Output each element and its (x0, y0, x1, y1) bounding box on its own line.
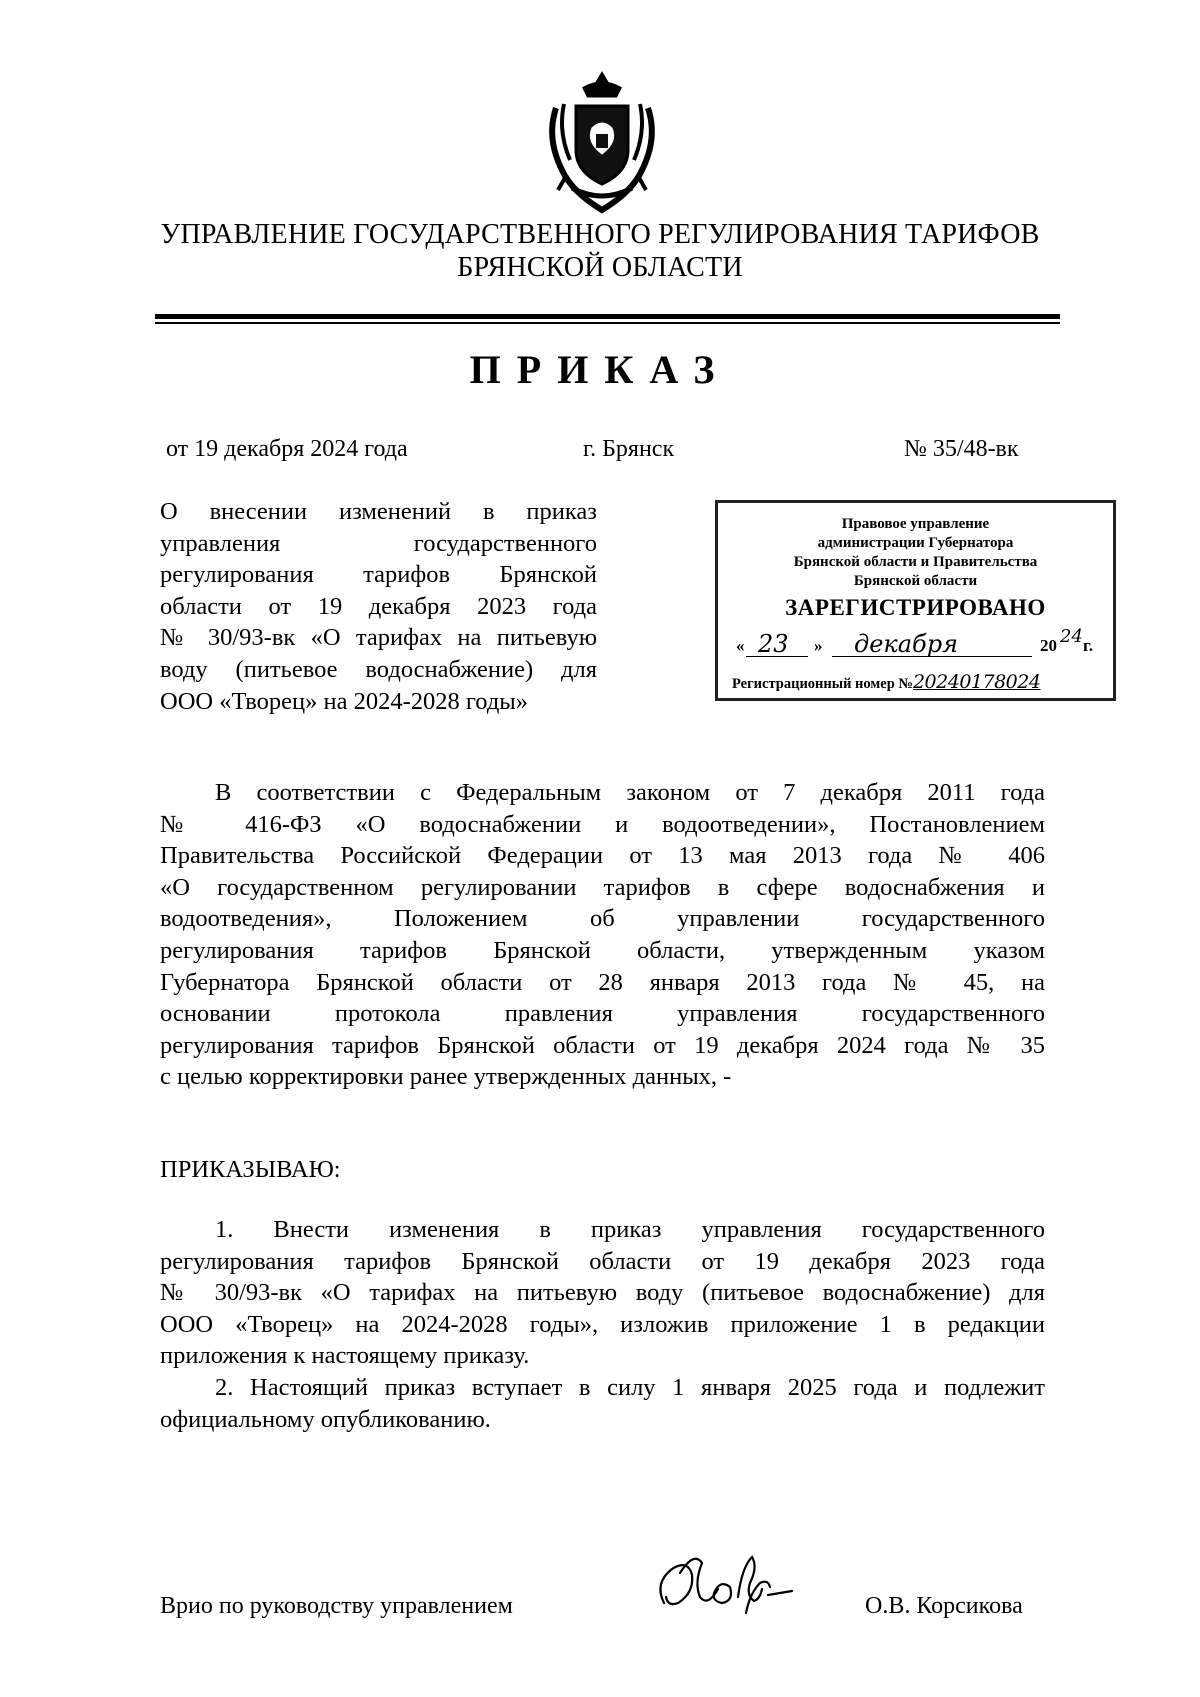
order-date: от 19 декабря 2024 года (166, 436, 408, 462)
subject-line: воду (питьевое водоснабжение) для (160, 655, 597, 683)
stamp-year-end: г. (1083, 636, 1094, 655)
header-divider-thin (155, 322, 1060, 324)
organization-name-line2: БРЯНСКОЙ ОБЛАСТИ (457, 252, 743, 283)
header-divider-thick (155, 314, 1060, 319)
stamp-registered-label: ЗАРЕГИСТРИРОВАНО (785, 595, 1046, 620)
item-line: ООО «Творец» на 2024-2028 годы», изложив приложение 1 в редакции (160, 1310, 1045, 1338)
preamble-line: регулирования тарифов Брянской области от 19 декабря 2024 года № 35 (160, 1031, 1045, 1059)
subject-line: управления государственного (160, 529, 597, 557)
item-line: 2. Настоящий приказ вступает в силу 1 января 2025 года и подлежит (215, 1374, 1045, 1401)
preamble-line: В соответствии с Федеральным законом от 7 декабря 2011 года (215, 779, 1045, 806)
preamble-line: регулирования тарифов Брянской области, утвержденным указом (160, 936, 1045, 964)
stamp-date-line: « 23 » декабря 20 24 г. (736, 626, 1094, 658)
order-number: № 35/48-вк (904, 436, 1019, 462)
registration-stamp (715, 500, 1116, 701)
subject-line: регулирования тарифов Брянской (160, 561, 597, 589)
stamp-registration-number-line (732, 671, 1112, 693)
organization-name-line1: УПРАВЛЕНИЕ ГОСУДАРСТВЕННОГО РЕГУЛИРОВАНИЯ ТАРИФОВ (160, 219, 1040, 250)
subject-line: О внесении изменений в приказ (160, 498, 597, 525)
handwritten-signature (650, 1553, 810, 1625)
preamble-line: Губернатора Брянской области от 28 января 2013 года № 45, на (160, 968, 1045, 996)
item-line: 1. Внести изменения в приказ управления государственного (215, 1216, 1045, 1243)
document-title: ПРИКАЗ (469, 347, 731, 392)
stamp-reg-label: Регистрационный номер № (732, 676, 913, 692)
preamble-line: водоотведения», Положением об управлении государственного (160, 905, 1045, 933)
signatory-position: Врио по руководству управлением (160, 1593, 513, 1619)
stamp-month: декабря (854, 630, 958, 658)
preamble-line: № 416-ФЗ «О водоснабжении и водоотведении», Постановлением (160, 810, 1045, 838)
stamp-year-suffix: 24 (1060, 626, 1083, 647)
preamble (160, 777, 1045, 1093)
stamp-line: Брянской области (853, 573, 978, 589)
subject-line: ООО «Творец» на 2024-2028 годы» (160, 687, 529, 715)
item-line: регулирования тарифов Брянской области от 19 декабря 2023 года (160, 1247, 1045, 1275)
coat-of-arms-emblem (542, 68, 662, 218)
item-line: приложения к настоящему приказу. (160, 1342, 530, 1370)
stamp-line: Брянской области и Правительства (793, 554, 1038, 570)
stamp-reg-number: 20240178024 (912, 671, 1041, 693)
order-item-1 (160, 1214, 1045, 1372)
stamp-year-prefix: 20 (1040, 636, 1057, 655)
preamble-line: основании протокола правления управления государственного (160, 1000, 1045, 1028)
item-line: официальному опубликованию. (160, 1405, 491, 1433)
order-city: г. Брянск (583, 436, 675, 462)
subject-line: № 30/93-вк «О тарифах на питьевую (160, 624, 597, 652)
order-word: ПРИКАЗЫВАЮ: (160, 1156, 341, 1183)
preamble-line: «О государственном регулировании тарифов в сфере водоснабжения и (160, 873, 1045, 901)
preamble-line: с целью корректировки ранее утвержденных данных, - (160, 1063, 732, 1091)
item-line: № 30/93-вк «О тарифах на питьевую воду (питьевое водоснабжение) для (160, 1279, 1045, 1307)
stamp-line: администрации Губернатора (817, 535, 1014, 551)
subject-line: области от 19 декабря 2023 года (160, 592, 597, 620)
stamp-line: Правовое управление (841, 516, 990, 532)
preamble-line: Правительства Российской Федерации от 13 мая 2013 года № 406 (160, 842, 1045, 870)
order-item-2 (160, 1372, 1045, 1435)
order-subject (160, 496, 597, 717)
stamp-day: 23 (758, 630, 789, 658)
signatory-name: О.В. Корсикова (865, 1593, 1023, 1619)
